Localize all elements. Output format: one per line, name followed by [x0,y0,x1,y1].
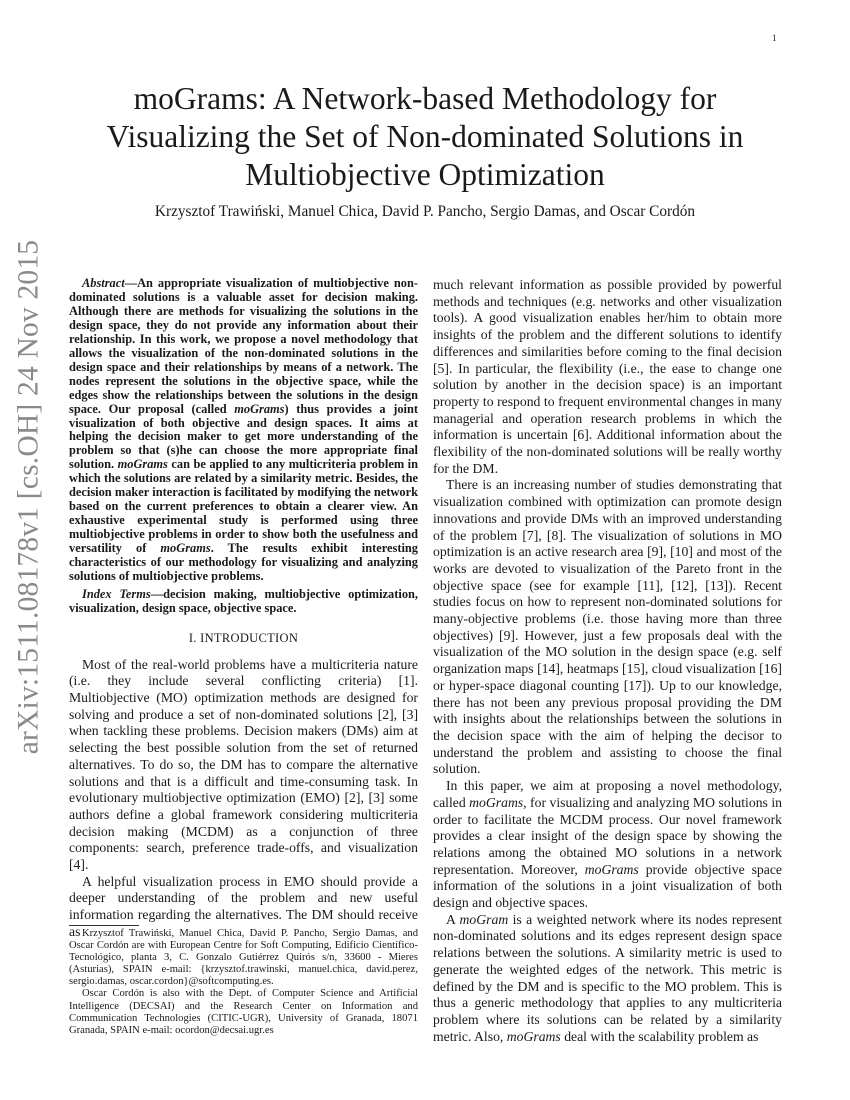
p3-text-1: In this paper, we aim at proposing a novel methodology, called [433,778,782,810]
right-paragraph-4 [433,912,782,1046]
index-terms-label: Index Terms [82,586,151,601]
p3-term-2: moGrams [584,861,639,877]
title-line-2: Visualizing the Set of Non-dominated Solutions in [106,119,744,154]
title-line-3: Multiobjective Optimization [245,157,605,192]
paper-title [60,80,790,194]
intro-paragraph-1: Most of the real-world problems have a multicriteria nature (i.e. they include several conflicting criteria) [1]. Multiobjective (MO) optimization methods are designed for solving and produce a set of non-dominated solutions [2], [3] when tackling these problems. Decision makers (DMs) aim at selecting the best possible solution from the set of returned alternatives. To do so, the DM has to compare the alternative solutions and that is a difficult and time-consuming task. In evolutionary multiobjective optimization (EMO) [2], [3] some authors define a global framework considering multicriteria decision making (MCDM) as a conjunction of three components: search, preference trade-offs, and visualization [4]. [69,656,418,873]
p4-term-2: moGrams [506,1028,561,1044]
intro-paragraph-2: A helpful visualization process in EMO should provide a deeper understanding of the problem and new useful information regarding the alternatives. The DM should receive as [69,873,418,939]
abstract-term-2: moGrams [117,457,168,472]
abstract-text-1: —An appropriate visualization of multiobjective non-dominated solutions is a valuable asset for decision making. Although there are methods for visualizing the solutions in the design space, they do not provide any information about their relationship. In this work, we propose a novel methodology that allows the visualization of the non-dominated solutions in the design space and their relationships by means of a network. The nodes represent the solutions in the objective space, while the edges show the relationships between the solutions in the design space. Our proposal (called [69,276,418,416]
p4-text-3: deal with the scalability problem as [560,1028,759,1044]
abstract-label: Abstract [82,276,125,290]
right-paragraph-2: There is an increasing number of studies demonstrating that visualization combined with optimization can promote design innovations and provide DMs with an improved understanding of the problem [7], [8]. The visualization of solutions in MO optimization is an active research area [9], [10] and most of the works are devoted to visualization of the Pareto front in the objective space (see for example [11], [12], [13]). Recent studies focus on how to represent non-dominated solutions for many-objective problems (i.e. those having more than three objectives) [9]. However, just a few proposals deal with the visualization of the MO solution in the design space (e.g. self organization maps [14], heatmaps [15], cloud visualization [16] or hyper-space diagonal counting [17]). Up to our knowledge, there has not been any previous proposal providing the DM with insights about the relationships between the solutions in the decision space with the aim of helping the decisor to understand the problem and assisting to choose the final solution. [433,477,782,777]
index-terms-text: —decision making, multiobjective optimization, visualization, design space, objective space. [69,586,419,615]
footnote-rule [69,925,139,926]
arxiv-stamp [6,239,52,755]
footnotes [69,928,418,1037]
footnote-affiliation-1: Krzysztof Trawiński, Manuel Chica, David P. Pancho, Sergio Damas, and Oscar Cordón are with European Centre for Soft Computing, Edificio Científico-Tecnológico, planta 3, C. Gonzalo Gutiérrez Quirós s/n, 33600 - Mieres (Asturias), SPAIN e-mail: {krzysztof.trawinski, manuel.chica, david.perez, sergio.damas, oscar.cordon}@softcomputing.es. [69,928,418,988]
abstract [69,277,418,584]
p3-text-2: , for visualizing and analyzing MO solutions in order to facilitate the MCDM process. Our novel framework provides a clear insight of the design space by showing the relations among the obtained MO solutions in a network representation. Moreover, [433,794,782,877]
p3-text-3: provide objective space information of the solutions in a joint visualization of both design and objective spaces. [433,861,783,911]
p4-text-2: is a weighted network where its nodes represent non-dominated solutions and its edges represent design space relations between the solutions. A similarity metric is used to generate the weighted edges of the network. This metric is defined by the DM and is specific to the MO problem. This is thus a generic methodology that applies to any multicriteria problem where its solutions can be related by a similarity metric. Also, [433,911,782,1044]
author-list: Krzysztof Trawiński, Manuel Chica, David P. Pancho, Sergio Damas, and Oscar Cordón [154,203,696,220]
title-line-1: moGrams: A Network-based Methodology for [133,81,717,116]
right-column [433,277,782,1045]
footnote-affiliation-2: Oscar Cordón is also with the Dept. of Computer Science and Artificial Intelligence (DECSAI) and the Research Center on Information and Communication Technologies (CITIC-UGR), University of Granada, 18071 Granada, SPAIN e-mail: ocordon@decsai.ugr.es [69,988,418,1036]
abstract-term-1: moGrams [234,401,285,416]
arxiv-stamp-text: arXiv:1511.08178v1 [cs.OH] 24 Nov 2015 [12,239,45,755]
right-paragraph-3 [433,778,782,912]
abstract-text-2: ) thus provides a joint visualization of both objective and design spaces. It aims at helping the decision maker to get more understanding of the problem so that (s)he can choose the more appropriate final solution. [69,401,418,472]
p4-term-1: moGram [459,911,509,927]
p3-term-1: moGrams [469,794,524,810]
section-heading-introduction: I. INTRODUCTION [188,630,299,645]
right-paragraph-1: much relevant information as possible provided by powerful methods and techniques (e.g. networks and other visualization tools). A good visualization enables her/him to obtain more insights of the problem and the different solutions to identify differences and similarities before coming to the final decision [5]. In particular, the flexibility (i.e., the ease to change one solution by another in the decision space) is an important property to respond to frequent environmental changes in many managerial and operation research problems in which the information is uncertain [6]. Additional information about the flexibility of the non-dominated solutions will be really worthy for the DM. [433,277,782,476]
p4-text-1: A [446,911,460,927]
left-column [69,277,418,941]
abstract-term-3: moGrams [160,541,211,556]
page-number: 1 [772,33,777,43]
abstract-text-3: can be applied to any multicriteria problem in which the solutions are related by a similarity metric. Besides, the decision maker interaction is facilitated by modifying the network based on the current preferences to obtain a clearer view. An exhaustive experimental study is performed using three multiobjective problems in order to show both the usefulness and versatility of [69,457,418,556]
index-terms [69,588,418,616]
abstract-text-4: . The results exhibit interesting characteristics of our methodology for visualizing and analyzing solutions of multiobjective problems. [69,541,418,584]
